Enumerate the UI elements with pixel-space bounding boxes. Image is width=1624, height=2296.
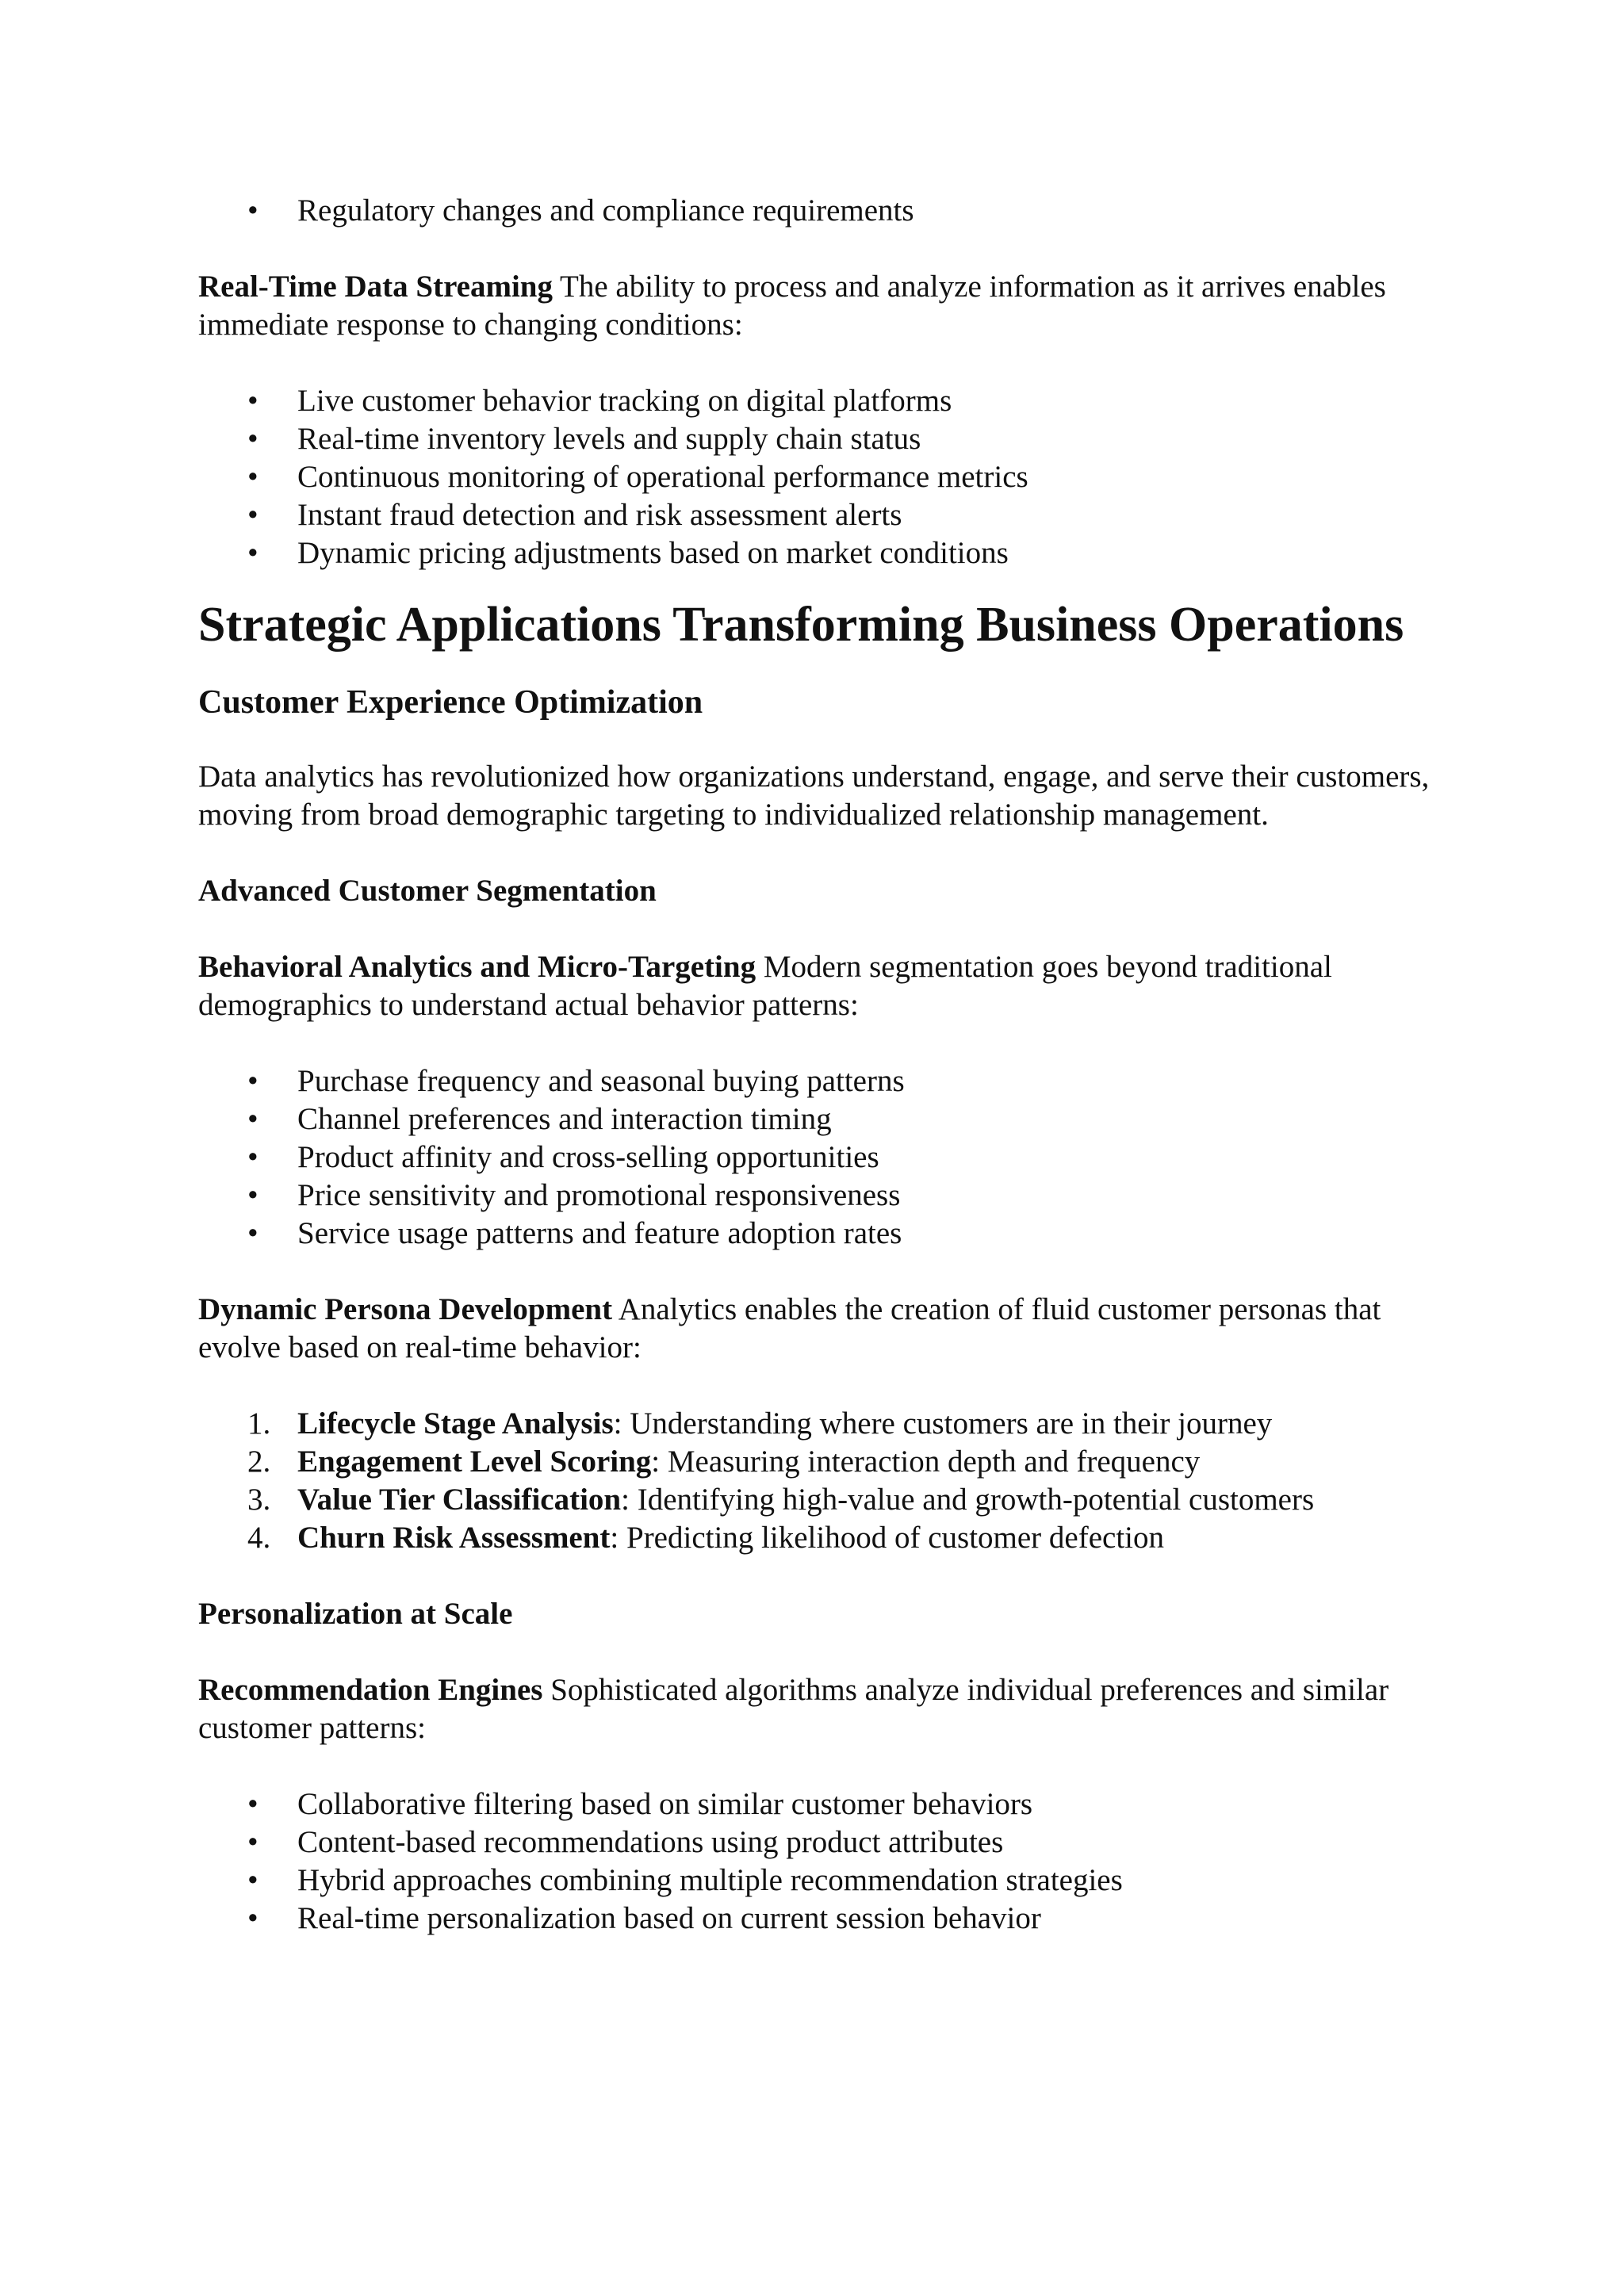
list-item-text: Collaborative filtering based on similar customer behaviors xyxy=(297,1787,1033,1821)
list-item xyxy=(198,1138,1435,1177)
list-number: 4. xyxy=(247,1521,271,1555)
intro-paragraph: Data analytics has revolutionized how organizations understand, engage, and serve their customers, moving from broad demographic targeting to individualized relationship management. xyxy=(198,760,1430,832)
list-item xyxy=(198,1823,1435,1862)
behavioral-lead: Behavioral Analytics and Micro-Targeting xyxy=(198,950,756,984)
list-item-text: Channel preferences and interaction timing xyxy=(297,1102,832,1136)
bullet-list-realtime xyxy=(198,382,1435,572)
bullet-icon: • xyxy=(247,1178,259,1212)
realtime-text: The ability to process and analyze information as it arrives enables immediate response to changing conditions: xyxy=(198,270,1386,342)
list-item-text: Purchase frequency and seasonal buying patterns xyxy=(297,1064,905,1098)
numbered-list-persona xyxy=(198,1405,1435,1557)
list-item xyxy=(198,192,1435,230)
bullet-icon: • xyxy=(247,422,259,456)
list-item xyxy=(198,1519,1435,1557)
realtime-paragraph xyxy=(198,268,1435,344)
list-item-text: Content-based recommendations using product attributes xyxy=(297,1825,1004,1859)
list-item xyxy=(198,1215,1435,1253)
list-item xyxy=(198,1862,1435,1900)
persona-paragraph xyxy=(198,1291,1435,1367)
segmentation-heading: Advanced Customer Segmentation xyxy=(198,874,657,908)
bullet-icon: • xyxy=(247,384,259,418)
list-item-text: Dynamic pricing adjustments based on market conditions xyxy=(297,536,1009,570)
list-item xyxy=(198,1785,1435,1823)
list-item xyxy=(198,420,1435,458)
behavioral-paragraph xyxy=(198,948,1435,1024)
bullet-list-recommendation xyxy=(198,1785,1435,1938)
list-item-text: Regulatory changes and compliance requirements xyxy=(297,193,914,228)
list-item xyxy=(198,458,1435,496)
recommendation-text: Sophisticated algorithms analyze individual preferences and similar customer patterns: xyxy=(198,1673,1389,1745)
list-item-text: Real-time inventory levels and supply chain status xyxy=(297,422,921,456)
bullet-icon: • xyxy=(247,1102,259,1136)
list-item-text: Real-time personalization based on current session behavior xyxy=(297,1901,1041,1935)
list-item xyxy=(198,534,1435,572)
list-item xyxy=(198,1062,1435,1100)
list-number: 3. xyxy=(247,1483,271,1517)
list-item xyxy=(198,1443,1435,1481)
section-heading: Strategic Applications Transforming Business Operations xyxy=(198,598,1404,652)
list-item xyxy=(198,382,1435,420)
bullet-list-top xyxy=(198,192,1435,230)
list-item xyxy=(198,1900,1435,1938)
bullet-icon: • xyxy=(247,193,259,228)
list-desc: : Measuring interaction depth and frequency xyxy=(651,1445,1201,1479)
list-item-text: Live customer behavior tracking on digital platforms xyxy=(297,384,952,418)
list-item xyxy=(198,1100,1435,1138)
persona-lead: Dynamic Persona Development xyxy=(198,1292,613,1326)
list-item xyxy=(198,1177,1435,1215)
behavioral-text: Modern segmentation goes beyond traditional demographics to understand actual behavior patterns: xyxy=(198,950,1332,1022)
bullet-icon: • xyxy=(247,1787,259,1821)
list-item-text: Service usage patterns and feature adoption rates xyxy=(297,1216,902,1250)
bullet-icon: • xyxy=(247,1863,259,1897)
list-item-text: Hybrid approaches combining multiple recommendation strategies xyxy=(297,1863,1123,1897)
document-page xyxy=(198,192,1435,1938)
list-item-text: Product affinity and cross-selling opportunities xyxy=(297,1140,879,1174)
list-number: 2. xyxy=(247,1445,271,1479)
persona-text: Analytics enables the creation of fluid customer personas that evolve based on real-time behavior: xyxy=(198,1292,1381,1364)
bullet-icon: • xyxy=(247,1140,259,1174)
bullet-list-behavioral xyxy=(198,1062,1435,1253)
bullet-icon: • xyxy=(247,1825,259,1859)
recommendation-lead: Recommendation Engines xyxy=(198,1673,543,1707)
list-number: 1. xyxy=(247,1406,271,1441)
list-item xyxy=(198,496,1435,534)
bullet-icon: • xyxy=(247,1901,259,1935)
personalization-heading: Personalization at Scale xyxy=(198,1597,513,1631)
bullet-icon: • xyxy=(247,498,259,532)
bullet-icon: • xyxy=(247,460,259,494)
list-desc: : Understanding where customers are in their journey xyxy=(613,1406,1273,1441)
list-item-text: Continuous monitoring of operational performance metrics xyxy=(297,460,1028,494)
list-item-text: Price sensitivity and promotional responsiveness xyxy=(297,1178,901,1212)
list-item xyxy=(198,1405,1435,1443)
recommendation-paragraph xyxy=(198,1671,1435,1747)
list-desc: : Identifying high-value and growth-potential customers xyxy=(621,1483,1315,1517)
bullet-icon: • xyxy=(247,1064,259,1098)
list-term: Churn Risk Assessment xyxy=(297,1521,611,1555)
list-item xyxy=(198,1481,1435,1519)
list-term: Engagement Level Scoring xyxy=(297,1445,652,1479)
list-desc: : Predicting likelihood of customer defection xyxy=(610,1521,1164,1555)
list-term: Lifecycle Stage Analysis xyxy=(297,1406,614,1441)
bullet-icon: • xyxy=(247,536,259,570)
realtime-lead: Real-Time Data Streaming xyxy=(198,270,553,304)
bullet-icon: • xyxy=(247,1216,259,1250)
subsection-heading: Customer Experience Optimization xyxy=(198,684,703,721)
list-term: Value Tier Classification xyxy=(297,1483,622,1517)
list-item-text: Instant fraud detection and risk assessment alerts xyxy=(297,498,902,532)
